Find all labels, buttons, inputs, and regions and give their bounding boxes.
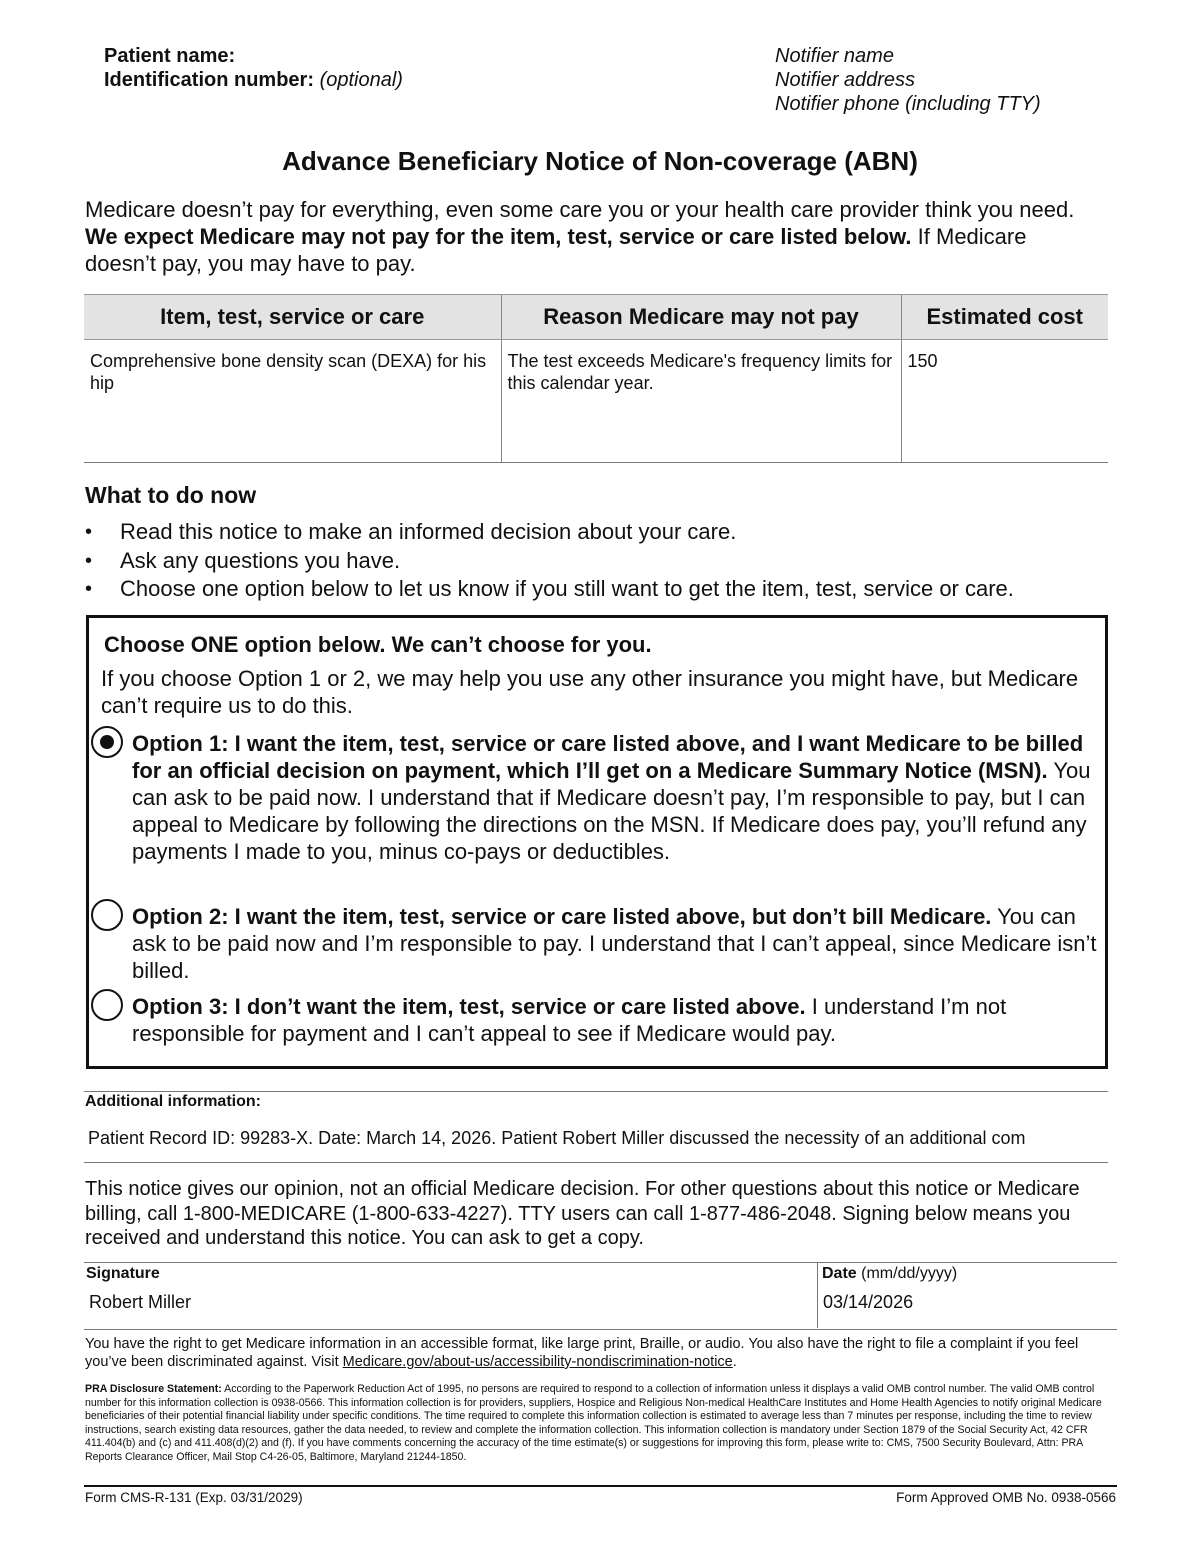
option-1-text xyxy=(132,730,1097,865)
footer-divider xyxy=(84,1485,1117,1487)
signature-row xyxy=(84,1262,1117,1330)
signature-label: Signature xyxy=(86,1265,160,1282)
patient-info xyxy=(104,44,403,92)
table-row xyxy=(84,340,1108,463)
id-optional-note: (optional) xyxy=(319,69,403,91)
option-3-text xyxy=(132,993,1097,1047)
item-cell[interactable]: Comprehensive bone density scan (DEXA) for his hip xyxy=(84,340,501,463)
additional-info-field[interactable]: Patient Record ID: 99283-X. Date: March 14, 2026. Patient Robert Miller discussed the necessity of an additional com xyxy=(88,1128,1026,1148)
list-item: • Ask any questions you have. xyxy=(85,547,1014,576)
option-3-body: I understand I’m not responsible for payment and I can’t appeal to see if Medicare would pay. xyxy=(132,994,1007,1046)
reason-cell[interactable]: The test exceeds Medicare's frequency limits for this calendar year. xyxy=(501,340,901,463)
items-table-header xyxy=(84,295,1108,340)
col-header-cost: Estimated cost xyxy=(901,295,1108,340)
divider xyxy=(84,1091,1108,1092)
notifier-address: Notifier address xyxy=(775,69,916,91)
list-item: • Read this notice to make an informed decision about your care. xyxy=(85,518,1014,547)
options-subtext: If you choose Option 1 or 2, we may help you use any other insurance you might have, but Medicare can’t require us to do this. xyxy=(101,666,1079,718)
col-header-reason: Reason Medicare may not pay xyxy=(501,295,901,340)
col-header-item: Item, test, service or care xyxy=(84,295,501,340)
omb-number: Form Approved OMB No. 0938-0566 xyxy=(896,1490,1116,1505)
rights-paragraph xyxy=(85,1335,1115,1371)
items-table xyxy=(84,294,1108,463)
option-1-radio[interactable] xyxy=(91,726,123,758)
notifier-phone: Notifier phone (including TTY) xyxy=(775,93,1041,115)
form-id: Form CMS-R-131 (Exp. 03/31/2029) xyxy=(85,1490,303,1505)
intro-text-2: If Medicare doesn’t pay, you may have to pay. xyxy=(85,224,1027,276)
options-heading: Choose ONE option below. We can’t choose for you. xyxy=(104,632,652,657)
date-format: (mm/dd/yyyy) xyxy=(861,1265,958,1282)
option-1-body: You can ask to be paid now. I understand that if Medicare doesn’t pay, I’m responsible to pay, but I can appeal to Medicare by following the directions on the MSN. If Medicare does pay, you’ll refund any payments I made to you, minus co-pays or deductibles. xyxy=(132,758,1091,864)
pra-label: PRA Disclosure Statement: xyxy=(85,1383,222,1395)
date-label xyxy=(822,1265,957,1283)
notice-paragraph: This notice gives our opinion, not an official Medicare decision. For other questions about this notice or Medicare billing, call 1-800-MEDICARE (1-800-633-4227). TTY users can call 1-877-486-2048. Signing below means you received and understand this notice. You can ask to get a copy. xyxy=(85,1178,1080,1249)
option-2-body: You can ask to be paid now and I’m responsible to pay. I understand that I can’t appeal, since Medicare isn’t billed. xyxy=(132,904,1097,983)
option-3-bold: Option 3: I don’t want the item, test, service or care listed above. xyxy=(132,994,806,1019)
signature-field[interactable]: Robert Miller xyxy=(89,1292,192,1312)
option-3-radio[interactable] xyxy=(91,989,123,1021)
date-label-text: Date xyxy=(822,1265,857,1282)
intro-bold: We expect Medicare may not pay for the item, test, service or care listed below. xyxy=(85,224,912,249)
notifier-name: Notifier name xyxy=(775,45,894,67)
accessibility-link[interactable]: Medicare.gov/about-us/accessibility-nondiscrimination-notice xyxy=(342,1354,733,1370)
option-2-text xyxy=(132,903,1097,984)
notifier-info xyxy=(775,44,1041,116)
divider xyxy=(817,1262,818,1328)
additional-info-label: Additional information: xyxy=(85,1093,261,1110)
id-number-label: Identification number: xyxy=(104,69,314,91)
date-field[interactable]: 03/14/2026 xyxy=(823,1292,914,1312)
option-2-bold: Option 2: I want the item, test, service or care listed above, but don’t bill Medicare. xyxy=(132,904,992,929)
intro-paragraph xyxy=(85,196,1095,277)
what-to-do-list xyxy=(85,518,1014,604)
what-to-do-heading: What to do now xyxy=(85,482,257,508)
pra-disclosure xyxy=(85,1383,1115,1464)
list-item: • Choose one option below to let us know if you still want to get the item, test, service or care. xyxy=(85,575,1014,604)
cost-cell[interactable]: 150 xyxy=(901,340,1108,463)
rights-end: . xyxy=(732,1354,737,1370)
intro-text-1: Medicare doesn’t pay for everything, even some care you or your health care provider think you need. xyxy=(85,197,1075,222)
page-title: Advance Beneficiary Notice of Non-coverage (ABN) xyxy=(282,146,918,176)
rights-text: You have the right to get Medicare information in an accessible format, like large print, Braille, or audio. You also have the right to file a complaint if you feel you’ve been discriminated against. Visit xyxy=(85,1336,1079,1370)
option-1-bold: Option 1: I want the item, test, service or care listed above, and I want Medicare to be billed for an official decision on payment, which I’ll get on a Medicare Summary Notice (MSN). xyxy=(132,731,1084,783)
patient-name-label: Patient name: xyxy=(104,45,236,67)
divider xyxy=(84,1162,1108,1163)
pra-text: According to the Paperwork Reduction Act of 1995, no persons are required to respond to a collection of information unless it displays a valid OMB control number. The valid OMB control number for this information collection is 0938-0566. This information collection is for providers, suppliers, Hospice and Religious Non-medical HealthCare Institutes and Home Health Agencies to notify original Medicare beneficiaries of their potential financial liability under specific conditions. The time required to complete this information collection is estimated to average less than 7 minutes per response, including the time to review instructions, search existing data resources, gather the data needed, to review and complete the information collection. This information collection is mandatory under Section 1879 of the Social Security Act, 42 CFR 411.404(b) and (c) and 411.408(d)(2) and (f). If you have comments concerning the accuracy of the time estimate(s) or suggestions for improving this form, please write to: CMS, 7500 Security Boulevard, Attn: PRA Reports Clearance Officer, Mail Stop C4-26-05, Baltimore, Maryland 21244-1850. xyxy=(85,1383,1102,1463)
option-2-radio[interactable] xyxy=(91,899,123,931)
